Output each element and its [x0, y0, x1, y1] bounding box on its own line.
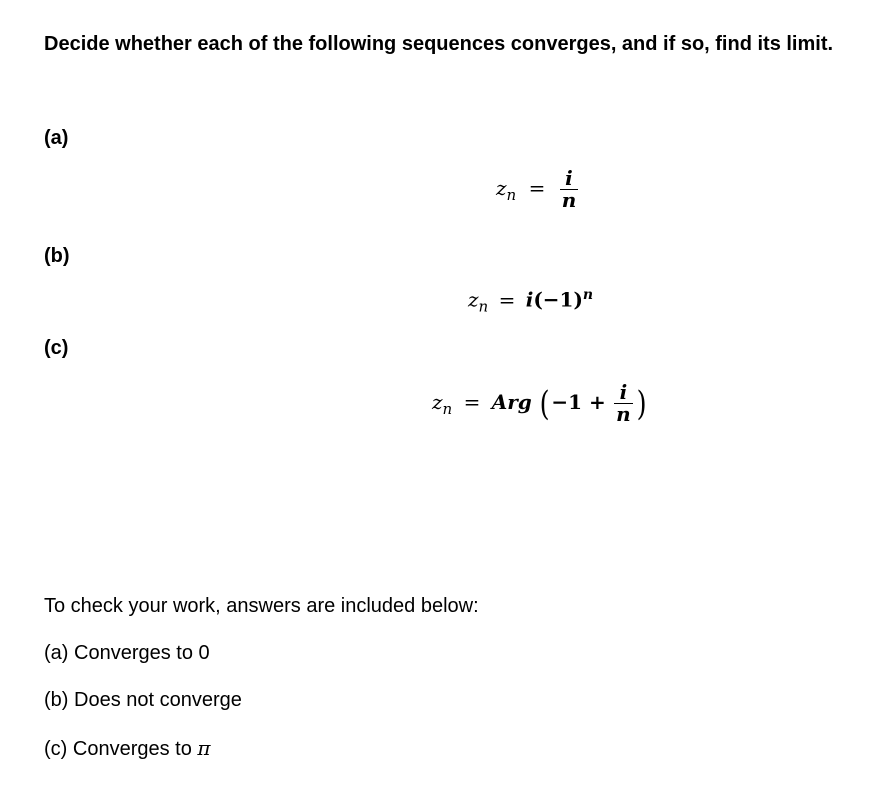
- formula-a-var: z: [496, 176, 507, 200]
- formula-a-numerator: i: [565, 166, 573, 190]
- answer-c-symbol: π: [197, 736, 211, 760]
- formula-c-fn: Arg: [491, 390, 532, 414]
- formula-c-var: z: [432, 390, 443, 414]
- formula-b-exp: n: [582, 287, 594, 303]
- answer-c-text: (c) Converges to: [44, 738, 198, 760]
- formula-c-denominator: n: [616, 402, 631, 426]
- formula-b-eq: =: [498, 287, 516, 312]
- answers-intro: To check your work, answers are included below:: [44, 595, 479, 617]
- formula-b-var: z: [468, 287, 479, 312]
- formula-c: [432, 382, 648, 425]
- answer-a: (a) Converges to 0: [44, 642, 210, 664]
- formula-c-open-paren: (: [539, 383, 550, 424]
- part-label-b: (b): [44, 245, 70, 267]
- answer-c: [44, 736, 211, 761]
- formula-a: [496, 168, 580, 211]
- formula-c-close-paren: ): [636, 383, 647, 424]
- formula-a-sub: n: [506, 186, 517, 204]
- formula-c-eq: =: [463, 390, 481, 414]
- part-label-c: (c): [44, 337, 69, 359]
- formula-a-denominator: n: [561, 188, 577, 212]
- formula-c-numerator: i: [619, 380, 628, 404]
- formula-c-term: −1 +: [551, 390, 606, 414]
- formula-c-sub: n: [442, 400, 453, 418]
- formula-a-eq: =: [528, 176, 546, 200]
- formula-b-base: (−1): [533, 287, 583, 312]
- instructions-heading: Decide whether each of the following sequences converges, and if so, find its limit.: [44, 33, 834, 55]
- formula-b-i: i: [525, 287, 534, 312]
- formula-c-fraction: [614, 382, 633, 425]
- formula-a-fraction: [560, 168, 579, 211]
- answer-b: (b) Does not converge: [44, 689, 242, 711]
- formula-b: [468, 287, 593, 316]
- formula-b-sub: n: [478, 297, 489, 316]
- part-label-a: (a): [44, 127, 69, 149]
